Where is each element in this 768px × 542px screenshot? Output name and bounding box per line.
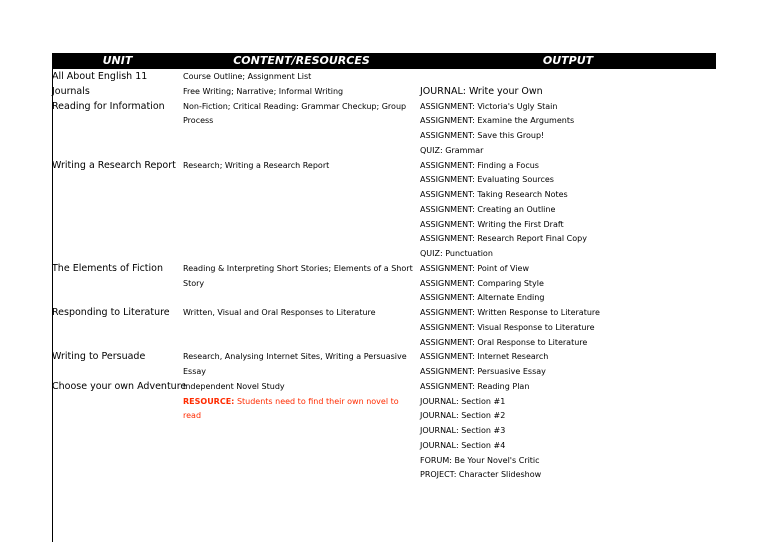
content-cell: Process (183, 116, 214, 126)
output-cell: ASSIGNMENT: Finding a Focus (420, 160, 539, 170)
table-row (52, 409, 716, 424)
unit-cell: Writing to Persuade (52, 351, 146, 363)
table-row (52, 306, 716, 321)
unit-cell: Journals (52, 85, 90, 97)
table-body (52, 70, 716, 483)
content-cell: Written, Visual and Oral Responses to Literature (183, 308, 376, 317)
content-cell: Research; Writing a Research Report (183, 160, 330, 170)
header-output: OUTPUT (542, 54, 594, 67)
content-cell: Reading & Interpreting Short Stories; Elements of a Short (183, 263, 413, 273)
table-row (52, 144, 716, 159)
table-row (52, 277, 716, 292)
table-row (52, 114, 716, 129)
table-row (52, 350, 716, 365)
table-row (52, 218, 716, 233)
table-row (52, 321, 716, 336)
content-cell (183, 395, 399, 410)
table-row (52, 129, 716, 144)
course-outline-table (52, 53, 716, 480)
unit-cell: Responding to Literature (52, 307, 170, 318)
table-row (52, 203, 716, 218)
output-cell: ASSIGNMENT: Evaluating Sources (420, 175, 554, 185)
table-row (52, 336, 716, 351)
output-cell: JOURNAL: Section #1 (420, 396, 506, 406)
output-cell: PROJECT: Character Slideshow (420, 470, 542, 480)
unit-cell: Reading for Information (52, 100, 165, 112)
output-cell: JOURNAL: Section #3 (420, 426, 506, 435)
output-cell: ASSIGNMENT: Save this Group! (420, 131, 545, 140)
output-cell: JOURNAL: Section #4 (420, 440, 506, 450)
table-row (52, 454, 716, 469)
resource-label: RESOURCE: (183, 396, 235, 406)
table-row (52, 262, 716, 277)
output-cell: ASSIGNMENT: Internet Research (420, 352, 549, 362)
table-row (52, 188, 716, 203)
content-cell: Course Outline; Assignment List (183, 72, 312, 81)
content-cell: Free Writing; Narrative; Informal Writing (183, 86, 344, 96)
resource-text: read (183, 411, 202, 421)
table-row (52, 395, 716, 410)
output-cell: ASSIGNMENT: Written Response to Literature (420, 308, 600, 317)
table-row (52, 173, 716, 188)
unit-cell: Choose your own Adventure (52, 380, 187, 392)
content-cell: Story (183, 278, 205, 288)
header-row (52, 53, 716, 69)
table-row (52, 247, 716, 262)
unit-cell: Writing a Research Report (52, 159, 176, 171)
output-cell: ASSIGNMENT: Point of View (420, 263, 530, 273)
output-cell: JOURNAL: Section #2 (420, 411, 506, 421)
output-cell: ASSIGNMENT: Taking Research Notes (420, 190, 568, 199)
table-row (52, 424, 716, 439)
unit-cell: All About English 11 (52, 71, 148, 82)
output-cell: ASSIGNMENT: Writing the First Draft (420, 219, 564, 229)
output-cell: ASSIGNMENT: Alternate Ending (420, 293, 545, 303)
content-cell: Independent Novel Study (183, 381, 285, 391)
table-row (52, 232, 716, 247)
resource-text: Students need to find their own novel to (236, 396, 399, 406)
table-row (52, 468, 716, 483)
table-row (52, 85, 716, 100)
output-cell: QUIZ: Grammar (420, 145, 484, 155)
table-row (52, 439, 716, 454)
output-cell: ASSIGNMENT: Oral Response to Literature (420, 337, 588, 347)
header-unit: UNIT (102, 54, 133, 67)
output-cell: ASSIGNMENT: Examine the Arguments (420, 116, 575, 126)
content-cell (183, 409, 201, 424)
table-row (52, 100, 716, 115)
output-cell: FORUM: Be Your Novel's Critic (420, 455, 540, 465)
content-cell: Essay (183, 367, 207, 376)
content-cell: Research, Analysing Internet Sites, Writing a Persuasive (183, 352, 407, 362)
unit-cell: The Elements of Fiction (52, 262, 163, 274)
output-cell: ASSIGNMENT: Research Report Final Copy (420, 234, 587, 244)
output-cell: ASSIGNMENT: Victoria's Ugly Stain (420, 101, 558, 111)
output-cell: QUIZ: Punctuation (420, 249, 493, 258)
table-row (52, 380, 716, 395)
table-row (52, 159, 716, 174)
output-cell: JOURNAL: Write your Own (420, 85, 543, 97)
output-cell: ASSIGNMENT: Comparing Style (420, 278, 544, 288)
header-content-resources: CONTENT/RESOURCES (233, 54, 370, 67)
content-cell: Non-Fiction; Critical Reading: Grammar Checkup; Group (183, 101, 407, 111)
table-row (52, 365, 716, 380)
output-cell: ASSIGNMENT: Persuasive Essay (420, 367, 546, 376)
output-cell: ASSIGNMENT: Reading Plan (420, 381, 530, 391)
output-cell: ASSIGNMENT: Visual Response to Literature (420, 322, 595, 332)
output-cell: ASSIGNMENT: Creating an Outline (420, 204, 556, 214)
table-row (52, 291, 716, 306)
table-row (52, 70, 716, 85)
